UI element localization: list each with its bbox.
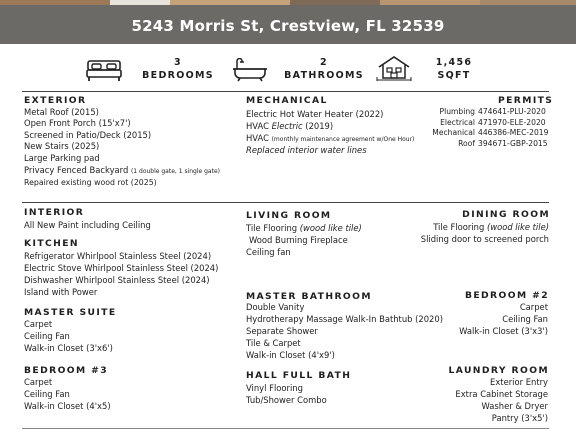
bedroom2-item: Walk-in Closet (3'x3'): [459, 326, 548, 336]
permit-label: Plumbing: [439, 107, 475, 116]
interior-item: All New Paint including Ceiling: [24, 220, 151, 230]
bedroom3-heading: BEDROOM #3: [24, 365, 109, 376]
hvac-prefix: HVAC: [246, 121, 272, 131]
permit-row: [424, 139, 549, 150]
hall-bath-item: Tub/Shower Combo: [246, 395, 327, 405]
dining-room-item: [433, 222, 549, 233]
kitchen-item: Dishwasher Whirlpool Stainless Steel (2024): [24, 275, 210, 285]
living-room-item: Ceiling fan: [246, 247, 291, 257]
master-bath-item: Tile & Carpet: [246, 338, 301, 348]
permit-row: [424, 107, 549, 118]
section-divider: [22, 91, 549, 92]
mechanical-item: [246, 133, 414, 145]
permit-label: Mechanical: [432, 128, 475, 137]
mechanical-item: Replaced interior water lines: [246, 145, 367, 155]
permit-label: Roof: [458, 139, 475, 148]
sqft-label: SQFT: [437, 70, 471, 81]
fence-note: (1 double gate, 1 single gate): [130, 168, 220, 175]
interior-heading: INTERIOR: [24, 207, 85, 218]
stat-bedrooms: [86, 54, 218, 86]
kitchen-item: Electric Stove Whirlpool Stainless Steel (2024): [24, 263, 219, 273]
master-suite-item: Carpet: [24, 319, 53, 329]
dining-room-item: Sliding door to screened porch: [420, 234, 549, 244]
exterior-item: New Stairs (2025): [24, 141, 100, 151]
bedroom3-item: Carpet: [24, 377, 53, 387]
bathrooms-value: 2: [320, 57, 328, 68]
mechanical-item: Electric Hot Water Heater (2022): [246, 109, 384, 119]
laundry-item: Extra Cabinet Storage: [455, 389, 548, 399]
stat-bathrooms: [232, 54, 366, 86]
permit-row: [424, 128, 549, 139]
property-address: 5243 Morris St, Crestview, FL 32539: [131, 17, 445, 35]
bottom-divider: [22, 428, 549, 429]
dining-floor-label: Tile Flooring: [433, 222, 487, 232]
exterior-item: Metal Roof (2015): [24, 107, 99, 117]
mechanical-item: [246, 121, 333, 132]
fence-label: Privacy Fenced Backyard: [24, 165, 129, 175]
laundry-item: Exterior Entry: [490, 377, 548, 387]
permit-value: 471970-ELE-2020: [478, 118, 546, 127]
laundry-item: Washer & Dryer: [481, 401, 548, 411]
bedrooms-value: 3: [174, 57, 182, 68]
living-room-item: [246, 223, 362, 234]
permit-value: 474641-PLU-2020: [478, 107, 546, 116]
exterior-item: Large Parking pad: [24, 153, 100, 163]
master-bath-item: Double Vanity: [246, 302, 305, 312]
bedroom3-item: Walk-in Closet (4'x5): [24, 401, 111, 411]
bathtub-icon: [232, 58, 268, 82]
kitchen-item: Island with Power: [24, 287, 98, 297]
hall-bath-heading: HALL FULL BATH: [246, 370, 352, 381]
bed-icon: [86, 58, 122, 82]
bedroom2-item: Ceiling Fan: [502, 314, 548, 324]
mechanical-heading: MECHANICAL: [246, 95, 328, 106]
living-room-item: Wood Burning Fireplace: [249, 235, 348, 245]
master-bath-item: Hydrotherapy Massage Walk-In Bathtub (2020): [246, 314, 443, 324]
master-bath-item: Separate Shower: [246, 326, 318, 336]
house-icon: [376, 55, 412, 81]
stat-sqft: [376, 54, 486, 86]
bedroom2-item: Carpet: [519, 302, 548, 312]
master-bath-item: Walk-in Closet (4'x9'): [246, 350, 335, 360]
kitchen-heading: KITCHEN: [24, 238, 80, 249]
permits-heading: PERMITS: [498, 95, 554, 106]
living-room-heading: LIVING ROOM: [246, 210, 332, 221]
address-banner: [0, 5, 576, 44]
master-suite-heading: MASTER SUITE: [24, 307, 117, 318]
master-suite-item: Ceiling Fan: [24, 331, 70, 341]
master-bath-heading: MASTER BATHROOM: [246, 291, 372, 302]
laundry-heading: LAUNDRY ROOM: [448, 365, 549, 376]
permit-label: Electrical: [440, 118, 475, 127]
bedrooms-label: BEDROOMS: [142, 70, 214, 81]
section-divider: [22, 202, 549, 203]
exterior-item: Open Front Porch (15'x7'): [24, 118, 131, 128]
bedroom3-item: Ceiling Fan: [24, 389, 70, 399]
permit-value: 394671-GBP-2015: [478, 139, 548, 148]
hvac-italic: Electric: [271, 121, 303, 131]
permit-value: 446386-MEC-2019: [478, 128, 549, 137]
living-floor-note: (wood like tile): [299, 223, 362, 233]
bathrooms-label: BATHROOMS: [284, 70, 364, 81]
dining-room-heading: DINING ROOM: [462, 209, 550, 220]
exterior-item-fence: [24, 165, 220, 177]
laundry-item: Pantry (3'x5'): [491, 413, 548, 423]
exterior-heading: EXTERIOR: [24, 95, 87, 106]
hall-bath-item: Vinyl Flooring: [246, 383, 303, 393]
living-floor-label: Tile Flooring: [246, 223, 300, 233]
exterior-item: Screened in Patio/Deck (2015): [24, 130, 152, 140]
exterior-item: Repaired existing wood rot (2025): [24, 178, 157, 187]
master-suite-item: Walk-in Closet (3'x6'): [24, 343, 113, 353]
hvac-note: (monthly maintenance agreement w/One Hour): [271, 136, 415, 143]
bedroom2-heading: BEDROOM #2: [464, 290, 549, 301]
sqft-value: 1,456: [435, 57, 473, 68]
hvac-label: HVAC: [246, 133, 269, 143]
dining-floor-note: (wood like tile): [486, 222, 549, 232]
hvac-suffix: (2019): [302, 121, 334, 131]
kitchen-item: Refrigerator Whirlpool Stainless Steel (2024): [24, 251, 212, 261]
